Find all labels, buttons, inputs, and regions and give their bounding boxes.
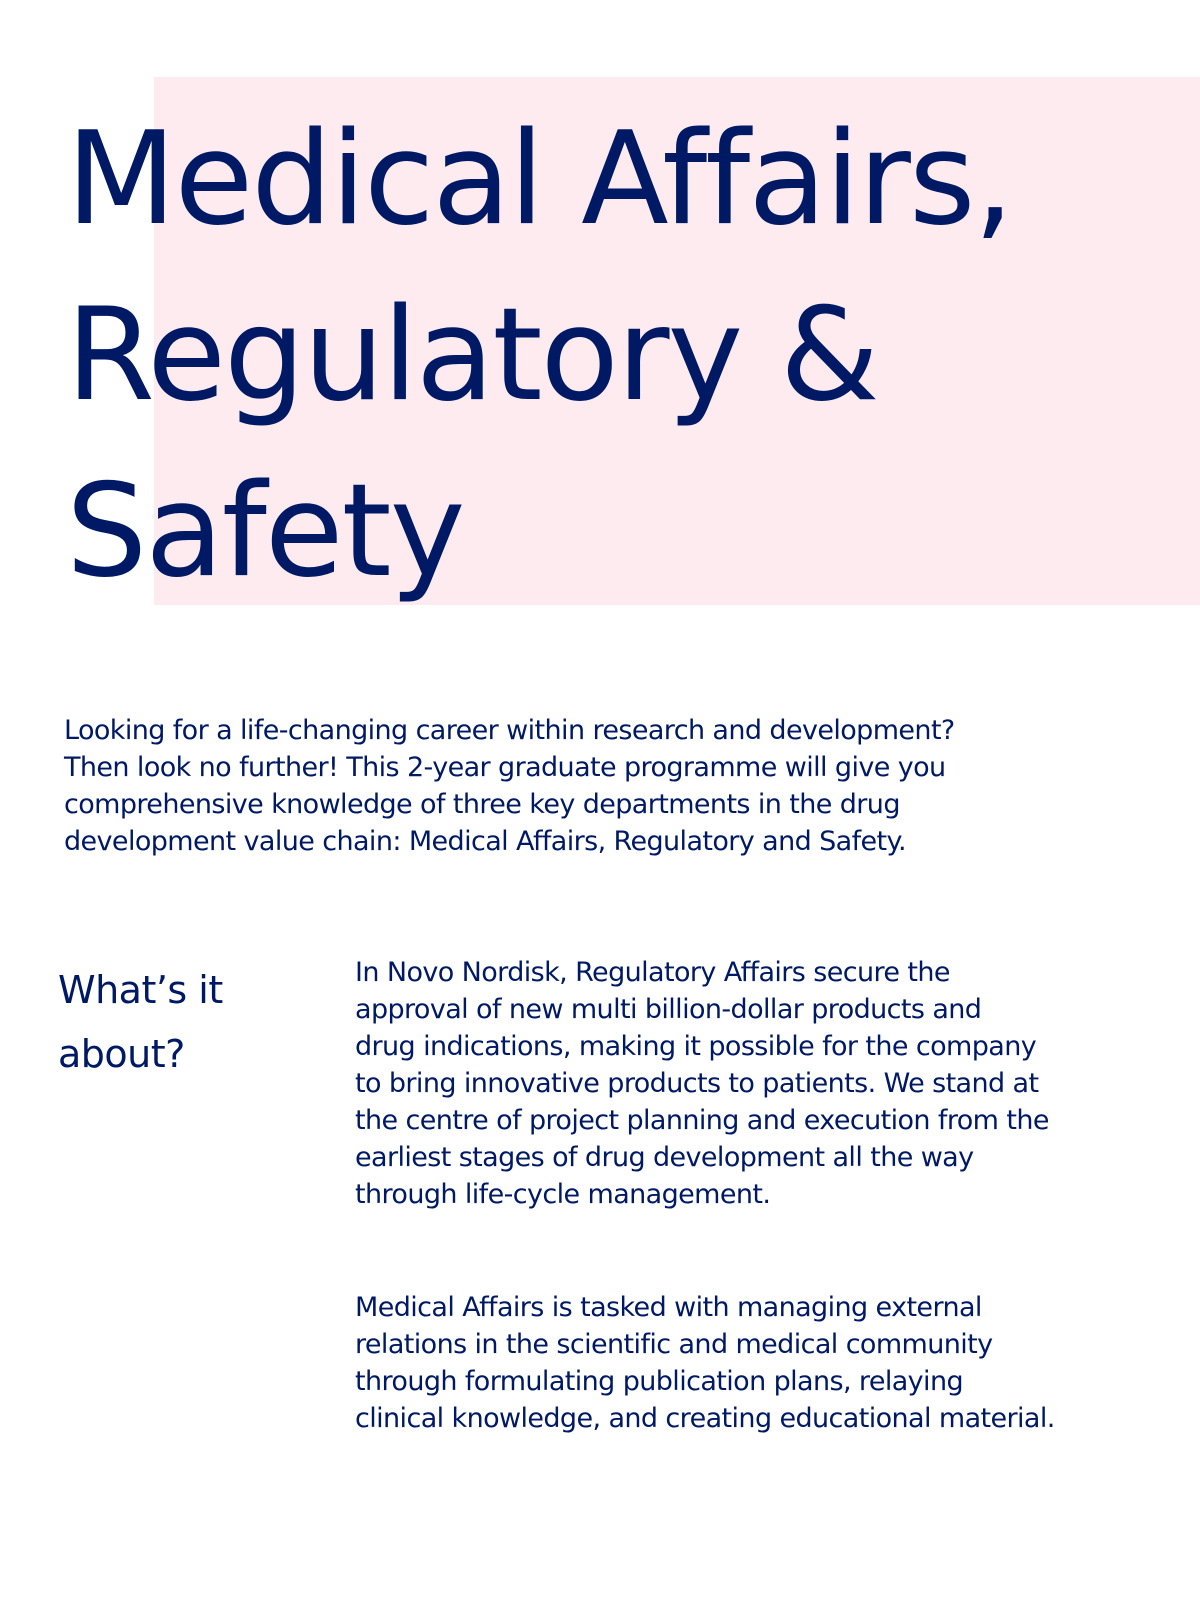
- page-title: [66, 92, 1186, 620]
- intro-paragraph: [64, 712, 1164, 860]
- title-line: Safety: [66, 457, 464, 606]
- paragraph-line: the centre of project planning and execution from the: [355, 1105, 1049, 1136]
- paragraph-line: to bring innovative products to patients. We stand at: [355, 1068, 1039, 1099]
- paragraph-line: through life-cycle management.: [355, 1179, 771, 1210]
- intro-line: Looking for a life-changing career within research and development?: [64, 715, 955, 746]
- paragraph-line: relations in the scientific and medical community: [355, 1329, 993, 1360]
- medical-affairs-paragraph: [355, 1289, 1185, 1437]
- paragraph-line: Medical Affairs is tasked with managing external: [355, 1292, 982, 1323]
- paragraph-line: drug indications, making it possible for the company: [355, 1031, 1037, 1062]
- intro-line: comprehensive knowledge of three key departments in the drug: [64, 789, 900, 820]
- title-line: Medical Affairs,: [66, 105, 1013, 254]
- paragraph-line: approval of new multi billion-dollar products and: [355, 994, 982, 1025]
- paragraph-line: clinical knowledge, and creating educational material.: [355, 1403, 1055, 1434]
- section-heading-line: about?: [58, 1032, 185, 1076]
- regulatory-affairs-paragraph: [355, 954, 1185, 1213]
- section-heading: [58, 958, 318, 1086]
- intro-line: development value chain: Medical Affairs, Regulatory and Safety.: [64, 826, 907, 857]
- paragraph-line: earliest stages of drug development all the way: [355, 1142, 974, 1173]
- paragraph-line: through formulating publication plans, relaying: [355, 1366, 964, 1397]
- intro-line: Then look no further! This 2-year graduate programme will give you: [64, 752, 946, 783]
- title-line: Regulatory &: [66, 281, 878, 430]
- paragraph-line: In Novo Nordisk, Regulatory Affairs secure the: [355, 957, 950, 988]
- section-heading-line: What’s it: [58, 968, 223, 1012]
